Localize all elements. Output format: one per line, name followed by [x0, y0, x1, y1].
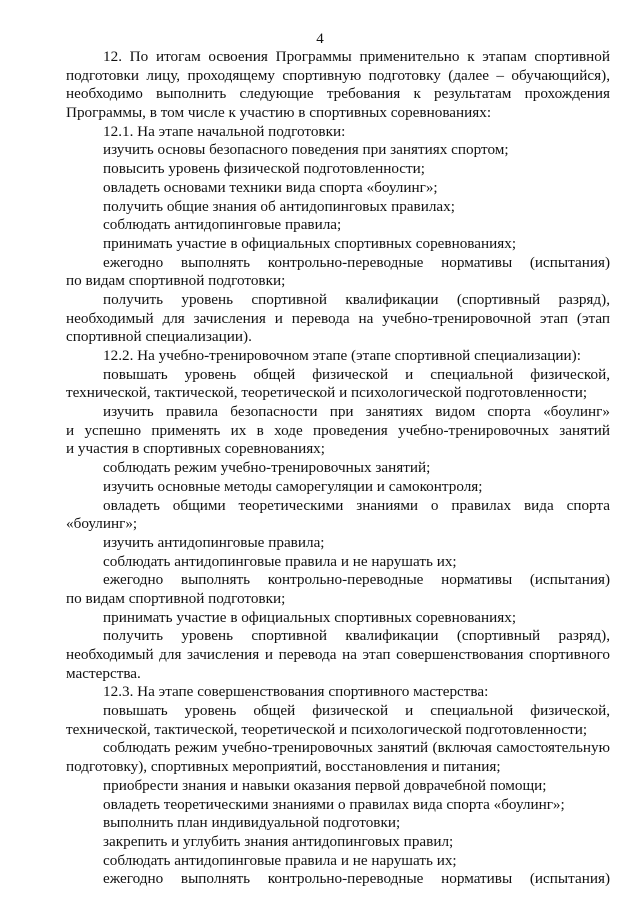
- text-line: получить уровень спортивной квалификации (спортивный разряд),: [103, 290, 610, 308]
- text-line: 12.2. На учебно-тренировочном этапе (этапе спортивной специализации):: [103, 347, 581, 364]
- text-line: 12. По итогам освоения Программы применительно к этапам спортивной: [103, 48, 610, 65]
- text-line: соблюдать режим учебно-тренировочных занятий;: [103, 459, 431, 477]
- text-line: принимать участие в официальных спортивных соревнованиях;: [103, 234, 517, 252]
- text-line: соблюдать режим учебно-тренировочных занятий (включая самостоятельную: [103, 739, 610, 757]
- text-line: овладеть основами техники вида спорта «боулинг»;: [103, 178, 438, 196]
- text-line: «боулинг»;: [66, 515, 138, 533]
- text-line: и участия в спортивных соревнованиях;: [66, 440, 325, 458]
- text-line: по видам спортивной подготовки;: [66, 272, 286, 290]
- text-line: получить уровень спортивной квалификации (спортивный разряд),: [103, 627, 610, 645]
- text-line: повысить уровень физической подготовленности;: [103, 160, 426, 178]
- page-number: 4: [316, 31, 324, 47]
- text-line: спортивной специализации).: [66, 328, 252, 346]
- text-line: соблюдать антидопинговые правила и не нарушать их;: [103, 851, 457, 869]
- text-line: ежегодно выполнять контрольно-переводные нормативы (испытания): [103, 571, 610, 589]
- text-line: изучить основные методы саморегуляции и самоконтроля;: [103, 477, 483, 495]
- document-body: [66, 48, 610, 889]
- text-line: технической, тактической, теоретической и психологической подготовленности;: [66, 384, 588, 402]
- text-line: приобрести знания и навыки оказания первой доврачебной помощи;: [103, 776, 547, 794]
- text-line: ежегодно выполнять контрольно-переводные нормативы (испытания): [103, 253, 610, 271]
- text-line: 12.3. На этапе совершенствования спортивного мастерства:: [103, 683, 489, 701]
- text-line: соблюдать антидопинговые правила и не нарушать их;: [103, 552, 457, 570]
- text-line: ежегодно выполнять контрольно-переводные нормативы (испытания): [103, 870, 610, 888]
- text-line: изучить правила безопасности при занятиях видом спорта «боулинг»: [103, 403, 610, 421]
- text-line: Программы, в том числе к участию в спортивных соревнованиях:: [66, 104, 492, 122]
- text-line: соблюдать антидопинговые правила;: [103, 216, 342, 234]
- text-line: овладеть общими теоретическими знаниями о правилах вида спорта: [103, 496, 610, 514]
- text-line: необходимо выполнить следующие требования к результатам прохождения: [66, 85, 610, 103]
- text-line: по видам спортивной подготовки;: [66, 589, 286, 607]
- text-line: овладеть теоретическими знаниями о правилах вида спорта «боулинг»;: [103, 795, 565, 813]
- text-line: и успешно применять их в ходе проведения учебно-тренировочных занятий: [66, 421, 610, 439]
- text-line: повышать уровень общей физической и специальной физической,: [103, 365, 610, 383]
- text-line: принимать участие в официальных спортивных соревнованиях;: [103, 608, 517, 626]
- text-line: закрепить и углубить знания антидопинговых правил;: [103, 832, 454, 850]
- text-line: технической, тактической, теоретической и психологической подготовленности;: [66, 720, 588, 738]
- text-line: изучить антидопинговые правила;: [103, 533, 325, 551]
- text-line: подготовку), спортивных мероприятий, восстановления и питания;: [66, 758, 501, 776]
- text-line: 12.1. На этапе начальной подготовки:: [103, 122, 346, 140]
- text-line: изучить основы безопасного поведения при занятиях спортом;: [103, 141, 509, 159]
- text-line: получить общие знания об антидопинговых правилах;: [103, 197, 455, 215]
- text-line: необходимый для зачисления и перевода на учебно-тренировочной этап (этап: [66, 309, 610, 327]
- text-line: подготовки лицу, проходящему спортивную подготовку (далее – обучающийся),: [66, 66, 610, 84]
- text-line: необходимый для зачисления и перевода на этап совершенствования спортивного: [66, 646, 610, 663]
- text-line: выполнить план индивидуальной подготовки;: [103, 814, 401, 832]
- text-line: повышать уровень общей физической и специальной физической,: [103, 702, 610, 720]
- text-line: мастерства.: [66, 664, 141, 682]
